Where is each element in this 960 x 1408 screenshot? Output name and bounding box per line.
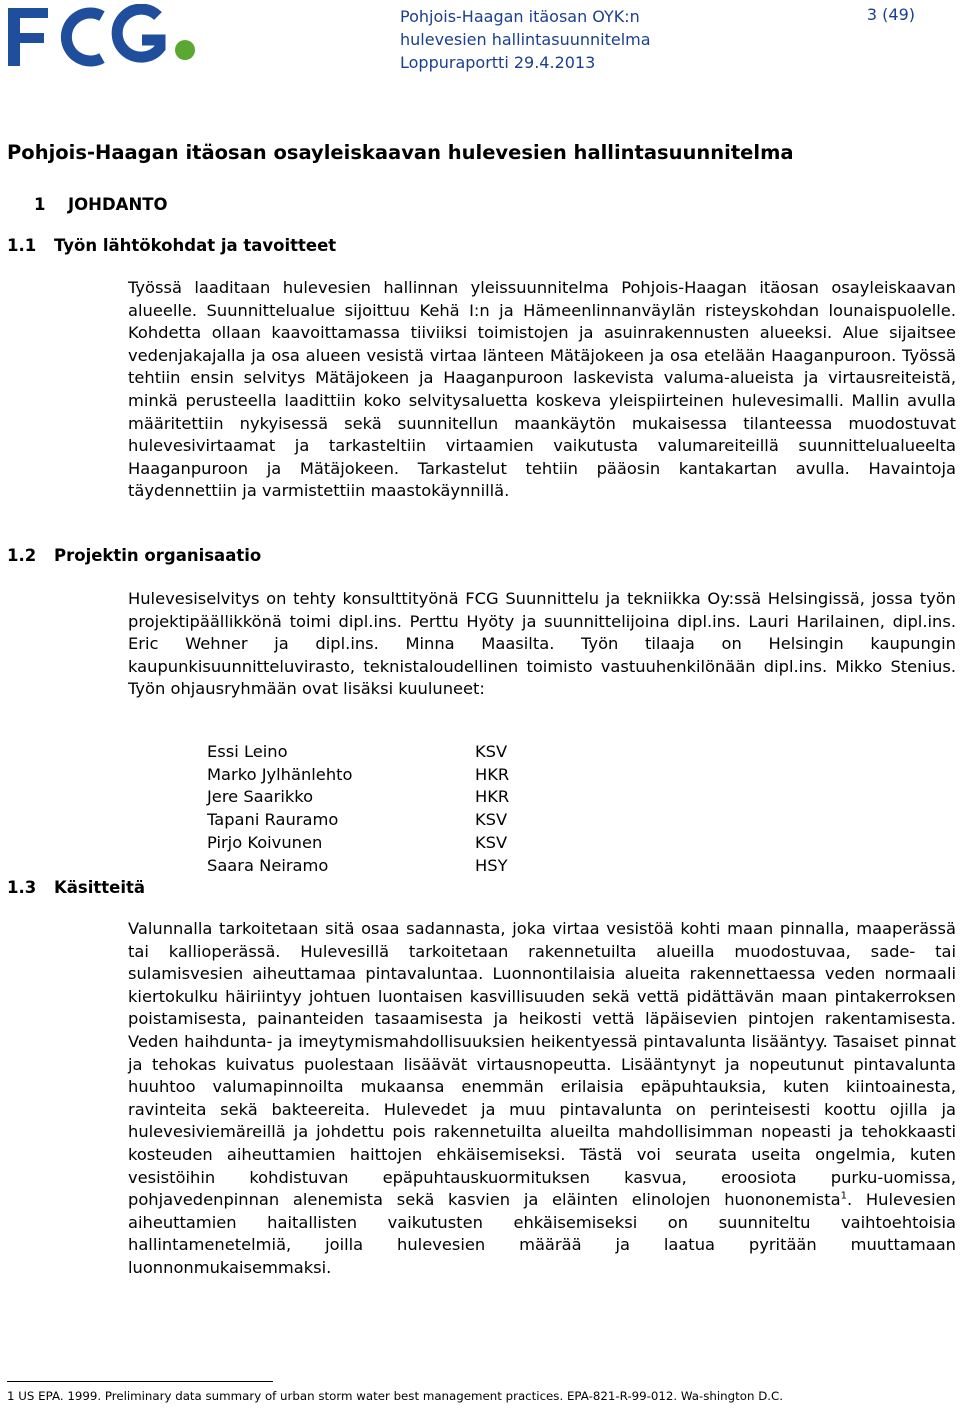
- member-org: HKR: [475, 787, 510, 807]
- member-name: Jere Saarikko: [207, 787, 314, 807]
- section-number: 1.3: [7, 878, 37, 897]
- section-heading-1-2: [7, 546, 261, 565]
- member-name: Marko Jylhänlehto: [207, 764, 353, 784]
- paragraph-background: Työssä laaditaan hulevesien hallinnan yleissuunnitelma Pohjois-Haagan itäosan osayleiskaavan alueelle. Suunnittelualue sijoittuu Kehä I:n ja Hämeenlinnanväylän risteyskohdan lounaispuolelle. Kohdetta ollaan kaavoittamassa tiiviiksi toimistojen ja asuinrakennusten alueeksi. Alue sijaitsee vedenjakajalla ja osa alueen vesistä virtaa länteen Mätäjokeen ja osa etelään Haaganpuroon. Työssä tehtiin ensin selvitys Mätäjokeen ja Haaganpuroon laskevista valuma-alueista ja virtausreiteistä, minkä perusteella laadittiin koko selvitysaluetta koskeva yleispiirteinen hulevesimalli. Mallin avulla määritettiin nykyisessä sekä suunnitellun maankäytön mukaisessa tilanteessa muodostuvat hulevesivirtaamat ja tarkasteltiin virtaamien vaikutusta valumareiteillä suunnittelualueelta Haaganpuroon ja Mätäjokeen. Tarkastelut tehtiin pääosin kantakartan avulla. Havaintoja täydennettiin ja varmistettiin maastokäynnillä.: [128, 278, 956, 501]
- section-number: 1.1: [7, 236, 37, 255]
- list-item: [207, 855, 509, 878]
- header-line-subject: hulevesien hallintasuunnitelma: [400, 30, 651, 49]
- paragraph-concepts: [128, 918, 956, 1280]
- list-item: [207, 786, 509, 809]
- fcg-logo: [6, 4, 196, 68]
- section-title: Projektin organisaatio: [54, 546, 262, 565]
- member-name: Tapani Rauramo: [207, 810, 339, 830]
- member-org: HSY: [475, 855, 508, 875]
- footnote-divider: [7, 1381, 273, 1382]
- member-org: HKR: [475, 764, 510, 784]
- section-title: Työn lähtökohdat ja tavoitteet: [54, 236, 337, 255]
- section-heading-1-3: [7, 878, 145, 897]
- section-title: Käsitteitä: [54, 878, 146, 897]
- paragraph-organisation: Hulevesiselvitys on tehty konsulttityönä FCG Suunnittelu ja tekniikka Oy:ssä Helsingissä, jossa työn projektipäällikkönä toimi dipl.ins. Perttu Hyöty ja suunnittelijoina dipl.ins. Lauri Harilainen, dipl.ins. Eric Wehner ja dipl.ins. Minna Maasilta. Työn tilaaja on Helsingin kaupungin kaupunkisuunnitteluvirasto, teknistaloudellinen toimisto vastuuhenkilönään dipl.ins. Mikko Stenius. Työn ohjausryhmään ovat lisäksi kuuluneet:: [128, 589, 956, 699]
- header-line-report: Loppuraportti 29.4.2013: [400, 53, 596, 72]
- list-item: [207, 741, 509, 764]
- member-name: Pirjo Koivunen: [207, 832, 323, 852]
- page-number: 3 (49): [866, 5, 915, 24]
- footnote-number: 1: [7, 1389, 15, 1403]
- document-title: Pohjois-Haagan itäosan osayleiskaavan hulevesien hallintasuunnitelma: [7, 141, 794, 164]
- member-name: Saara Neiramo: [207, 855, 329, 875]
- header-line-project: Pohjois-Haagan itäosan OYK:n: [400, 7, 640, 26]
- section-heading-1: [34, 195, 168, 214]
- member-name: Essi Leino: [207, 742, 288, 761]
- concepts-text: Valunnalla tarkoitetaan sitä osaa sadannasta, joka virtaa vesistöä kohti maan pinnalla, maaperässä tai kallioperässä. Hulevesillä tarkoitetaan rakennetuilta alueilla muodostuvaa, sade- tai sulamisvesien aiheuttamaa pintavaluntaa. Luonnontilaisia alueita rakennettaessa veden normaali kiertokulku häiriintyy johtuen luontaisen kasvillisuuden sekä vettä pidättävän maan pintakerroksen poistamisesta, painanteiden tasaamisesta ja heikosti vettä läpäisevien pintojen rakentamisesta. Veden haihdunta- ja imeytymismahdollisuuksien heikentyessä pintavalunta lisääntyy. Tasaiset pinnat ja tehokas kuivatus puolestaan lisäävät virtausnopeutta. Lisääntynyt ja nopeutunut pintavalunta huuhtoo valumapinnoilta mukaansa enemmän erilaisia epäpuhtauksia, kuten kiintoainesta, ravinteita sekä bakteereita. Hulevedet ja muu pintavalunta on perinteisesti koottu ojilla ja hulevesiviemäreillä ja johdettu pois rakennetuilta alueilta mahdollisimman nopeasti ja tehokkaasti kosteuden aiheuttamien haittojen ehkäisemiseksi. Tästä voi seurata useita ongelmia, kuten vesistöihin kohdistuvan epäpuhtauskuormituksen kasvua, eroosiota purku-uomissa, pohjavedenpinnan alenemista sekä kasvien ja eläinten elinolojen huononemista: [128, 919, 956, 1210]
- list-item: [207, 832, 509, 855]
- fcg-logo-graphic: [6, 4, 196, 68]
- concepts-text-continued: . Hulevesien aiheuttamien haitallisten vaikutusten ehkäisemiseksi on suunniteltu vaihtoehtoisia hallintamenetelmiä, joilla hulevesien määrää ja laatua pyritään muuttamaan luonnonmukaisemmaksi.: [128, 1190, 956, 1277]
- list-item: [207, 764, 509, 787]
- section-number: 1.2: [7, 546, 37, 565]
- section-heading-1-1: [7, 236, 336, 255]
- member-org: KSV: [475, 810, 508, 830]
- footnote-reference[interactable]: 1: [840, 1190, 848, 1202]
- footnote: [7, 1389, 783, 1403]
- steering-group-list: [207, 741, 509, 877]
- section-title: JOHDANTO: [68, 195, 168, 214]
- member-org: KSV: [475, 742, 508, 761]
- footnote-text: US EPA. 1999. Preliminary data summary of urban storm water best management practices. EPA-821-R-99-012. Wa-shington D.C.: [18, 1389, 784, 1403]
- member-org: KSV: [475, 832, 508, 852]
- list-item: [207, 809, 509, 832]
- section-number: 1: [34, 195, 46, 214]
- running-header: [400, 5, 651, 74]
